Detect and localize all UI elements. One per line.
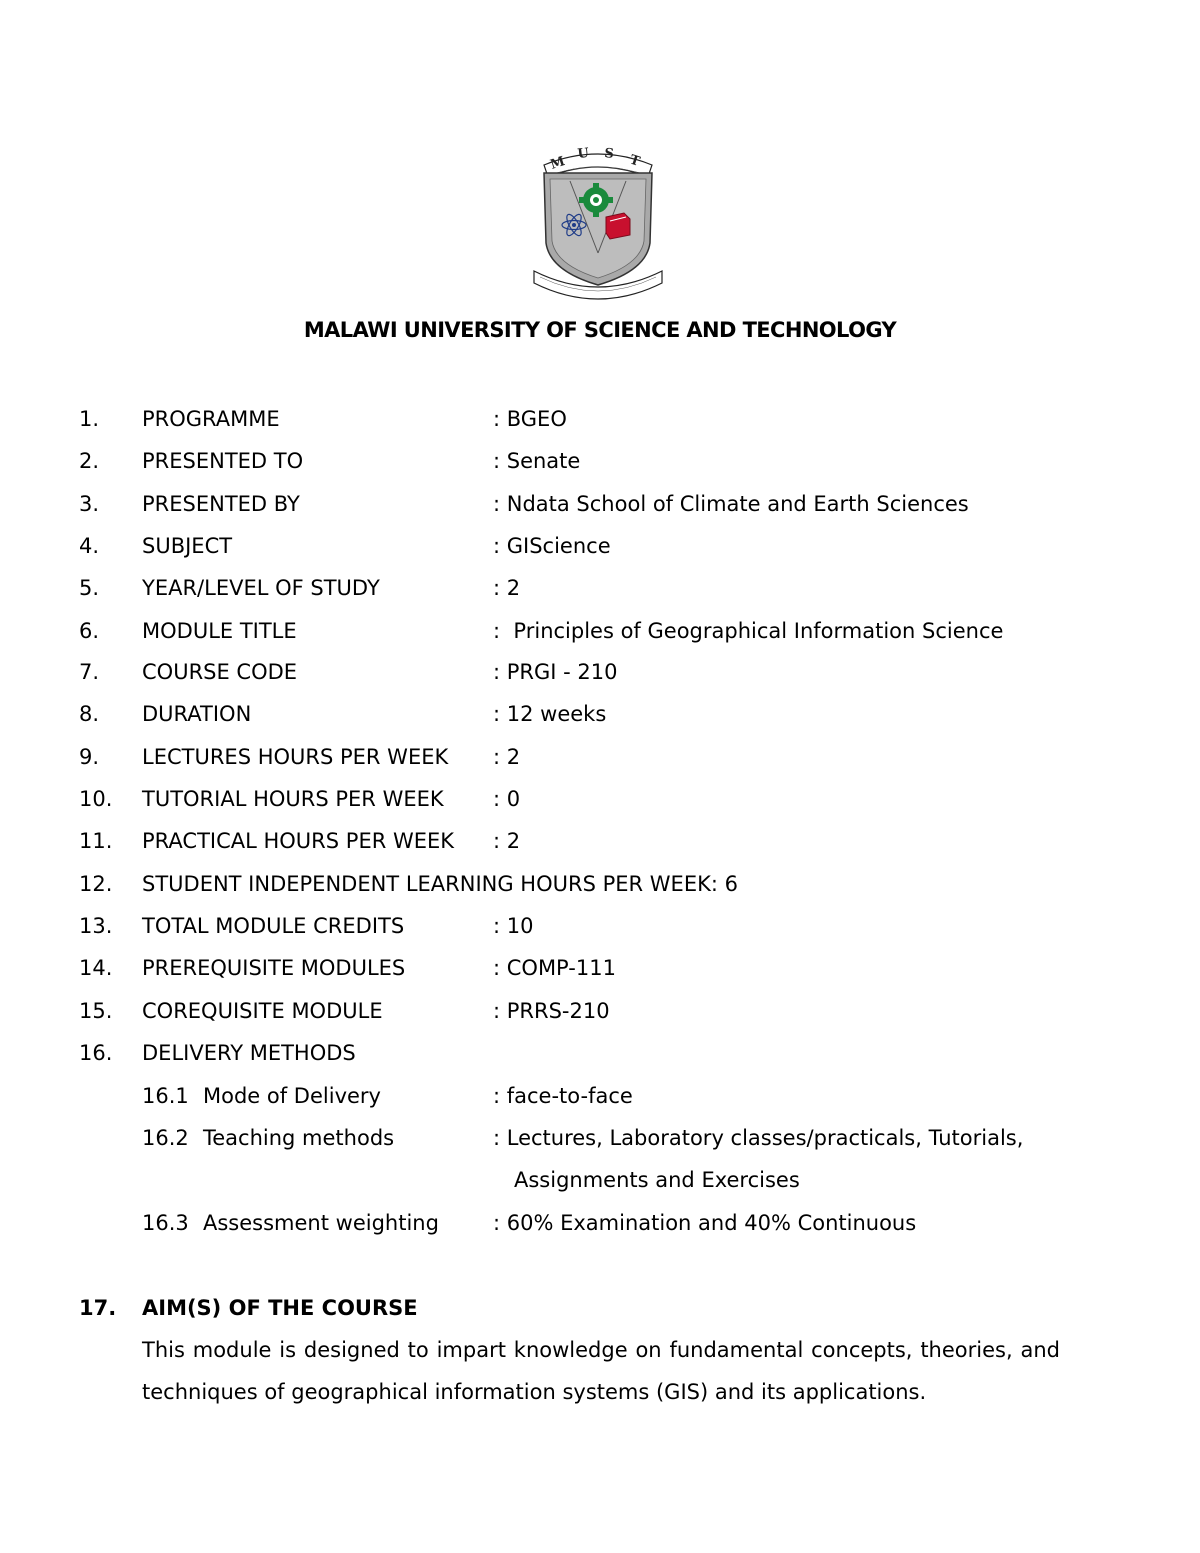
- svg-text:S: S: [603, 146, 615, 162]
- paragraph-line: techniques of geographical information systems (GIS) and its applications.: [142, 1380, 927, 1404]
- paragraph-line: This module is designed to impart knowledge on fundamental concepts, theories, and: [142, 1338, 1060, 1362]
- institution-title: MALAWI UNIVERSITY OF SCIENCE AND TECHNOLOGY: [303, 318, 897, 342]
- aims-paragraph: [142, 1329, 1060, 1413]
- svg-text:U: U: [576, 145, 590, 162]
- university-logo: [530, 143, 666, 307]
- svg-text:M: M: [548, 154, 567, 173]
- svg-text:T: T: [627, 152, 642, 170]
